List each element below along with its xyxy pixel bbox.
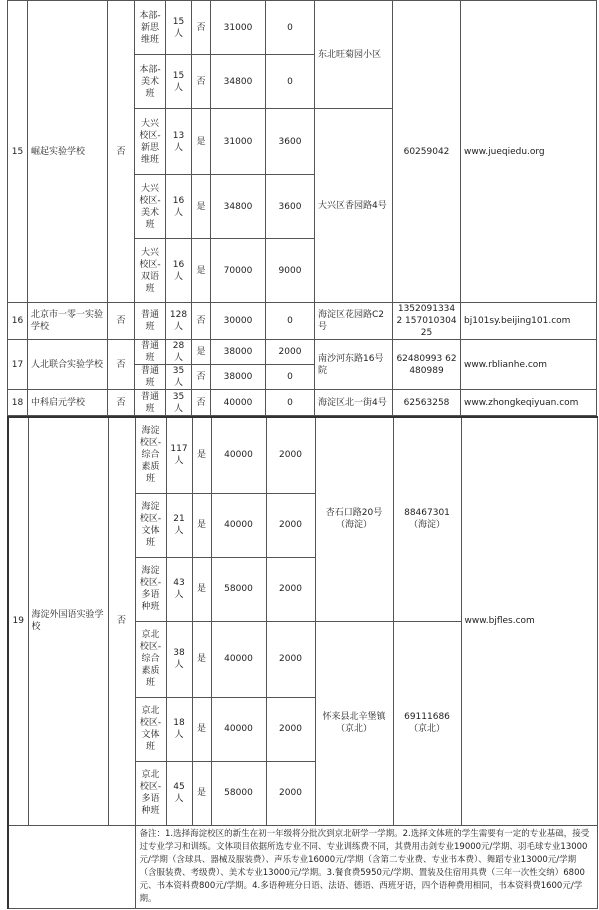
phone-cell: 60259042 [393,1,461,303]
row-index: 18 [8,390,28,416]
school-name: 海淀外国语实验学校 [28,417,108,825]
flag-cell: 否 [108,1,135,303]
class-cell: 海淀校区-多语种班 [135,557,166,621]
fee-cell: 31000 [211,1,266,55]
count-cell: 15人 [166,1,192,55]
count-cell: 16人 [166,175,192,239]
flag-cell: 否 [108,303,135,340]
website-cell: www.rblianhe.com [461,340,597,390]
school-table-bottom [7,416,598,909]
extra-fee-cell: 2000 [266,557,315,621]
fee-cell: 31000 [211,109,266,175]
extra-fee-cell: 0 [266,55,315,109]
count-cell: 28人 [166,340,192,365]
class-cell: 普通班 [135,365,166,390]
row-index: 17 [8,340,28,390]
address-cell: 怀来县北辛堡镇（京北） [315,621,393,825]
board-cell: 否 [192,303,211,340]
table-row [8,390,597,416]
extra-fee-cell: 2000 [266,761,315,825]
fee-cell: 34800 [211,55,266,109]
board-cell: 否 [192,55,211,109]
class-cell: 普通班 [135,303,166,340]
board-cell: 是 [192,239,211,303]
table-row [8,303,597,340]
count-cell: 38人 [166,621,192,697]
extra-fee-cell: 2000 [266,697,315,761]
address-cell: 大兴区香园路4号 [315,109,393,303]
board-cell: 是 [192,109,211,175]
count-cell: 21人 [166,493,192,557]
row-index: 15 [8,1,28,303]
class-cell: 京北校区-文体班 [135,697,166,761]
class-cell: 本部-美术班 [135,55,166,109]
address-cell: 南沙河东路16号院 [315,340,393,390]
website-cell: www.bjfles.com [461,417,597,825]
website-cell: bj101sy.beijing101.com [461,303,597,340]
count-cell: 117人 [166,417,192,493]
note-spacer [8,825,135,908]
class-cell: 京北校区-多语种班 [135,761,166,825]
address-cell: 海淀区北一街4号 [315,390,393,416]
website-cell: www.jueqiedu.org [461,1,597,303]
fee-cell: 58000 [211,761,266,825]
extra-fee-cell: 2000 [266,621,315,697]
count-cell: 45人 [166,761,192,825]
class-cell: 京北校区-综合素质班 [135,621,166,697]
school-table-top [7,0,597,416]
table-row [8,1,597,55]
board-cell: 否 [192,1,211,55]
class-cell: 大兴校区-新思维班 [135,109,166,175]
board-cell: 是 [192,417,211,493]
flag-cell: 否 [108,417,135,825]
class-cell: 普通班 [135,340,166,365]
fee-cell: 30000 [211,303,266,340]
phone-cell: 88467301（海淀） [393,417,461,621]
class-cell: 大兴校区-美术班 [135,175,166,239]
school-name: 人北联合实验学校 [28,340,108,390]
note-cell: 备注：1.选择海淀校区的新生在初一年级将分批次到京北研学一学期。2.选择文体班的学生需要有一定的专业基础，接受过专业学习和训练。文体项目依据所选专业不同、专业训练费不同，其费用击剑专业19000元/学期、羽毛球专业13000元/学期（含球具、器械及服装费）、声乐专业16000元/学期（含第二专业费、专业书本费）、舞蹈专业13000元/学期（含服装费、考级费）、美术专业13000元/学期。3.餐食费5950元/学期、置装及住宿用具费（三年一次性交纳）6800元、书本资料费800元/学期。4.多语种班分日语、法语、德语、西班牙语，四个语种费用相同，书本资料费1600元/学期。 [135,825,597,908]
extra-fee-cell: 9000 [266,239,315,303]
school-name: 崛起实验学校 [28,1,108,303]
board-cell: 是 [192,493,211,557]
class-cell: 本部-新思维班 [135,1,166,55]
board-cell: 否 [192,390,211,416]
row-index: 19 [8,417,28,825]
count-cell: 128人 [166,303,192,340]
extra-fee-cell: 2000 [266,417,315,493]
class-cell: 普通班 [135,390,166,416]
row-index: 16 [8,303,28,340]
fee-cell: 38000 [211,365,266,390]
class-cell: 大兴校区-双语班 [135,239,166,303]
board-cell: 是 [192,697,211,761]
count-cell: 15人 [166,55,192,109]
fee-cell: 40000 [211,493,266,557]
address-cell: 海淀区花园路C2号 [315,303,393,340]
table-row [8,340,597,365]
fee-cell: 58000 [211,557,266,621]
fee-cell: 40000 [211,417,266,493]
extra-fee-cell: 0 [266,365,315,390]
website-cell: www.zhongkeqiyuan.com [461,390,597,416]
count-cell: 43人 [166,557,192,621]
board-cell: 是 [192,621,211,697]
board-cell: 否 [192,365,211,390]
extra-fee-cell: 0 [266,390,315,416]
table-row [8,825,597,908]
class-cell: 海淀校区-综合素质班 [135,417,166,493]
phone-cell: 62480993 62480989 [393,340,461,390]
fee-cell: 40000 [211,697,266,761]
count-cell: 35人 [166,365,192,390]
phone-cell: 69111686（京北） [393,621,461,825]
phone-cell: 62563258 [393,390,461,416]
fee-cell: 34800 [211,175,266,239]
board-cell: 是 [192,557,211,621]
address-cell: 东北旺菊园小区 [315,1,393,109]
fee-cell: 70000 [211,239,266,303]
board-cell: 是 [192,761,211,825]
extra-fee-cell: 3600 [266,175,315,239]
school-name: 中科启元学校 [28,390,108,416]
count-cell: 35人 [166,390,192,416]
board-cell: 是 [192,175,211,239]
fee-cell: 40000 [211,621,266,697]
extra-fee-cell: 0 [266,1,315,55]
count-cell: 16人 [166,239,192,303]
board-cell: 是 [192,340,211,365]
phone-cell: 13520913342 15701030425 [393,303,461,340]
table-row [8,417,597,493]
fee-cell: 38000 [211,340,266,365]
flag-cell: 否 [108,340,135,390]
extra-fee-cell: 2000 [266,340,315,365]
class-cell: 海淀校区-文体班 [135,493,166,557]
extra-fee-cell: 2000 [266,493,315,557]
school-name: 北京市一零一实验学校 [28,303,108,340]
extra-fee-cell: 3600 [266,109,315,175]
address-cell: 杏石口路20号（海淀） [315,417,393,621]
fee-cell: 40000 [211,390,266,416]
flag-cell: 否 [108,390,135,416]
extra-fee-cell: 0 [266,303,315,340]
count-cell: 18人 [166,697,192,761]
count-cell: 13人 [166,109,192,175]
